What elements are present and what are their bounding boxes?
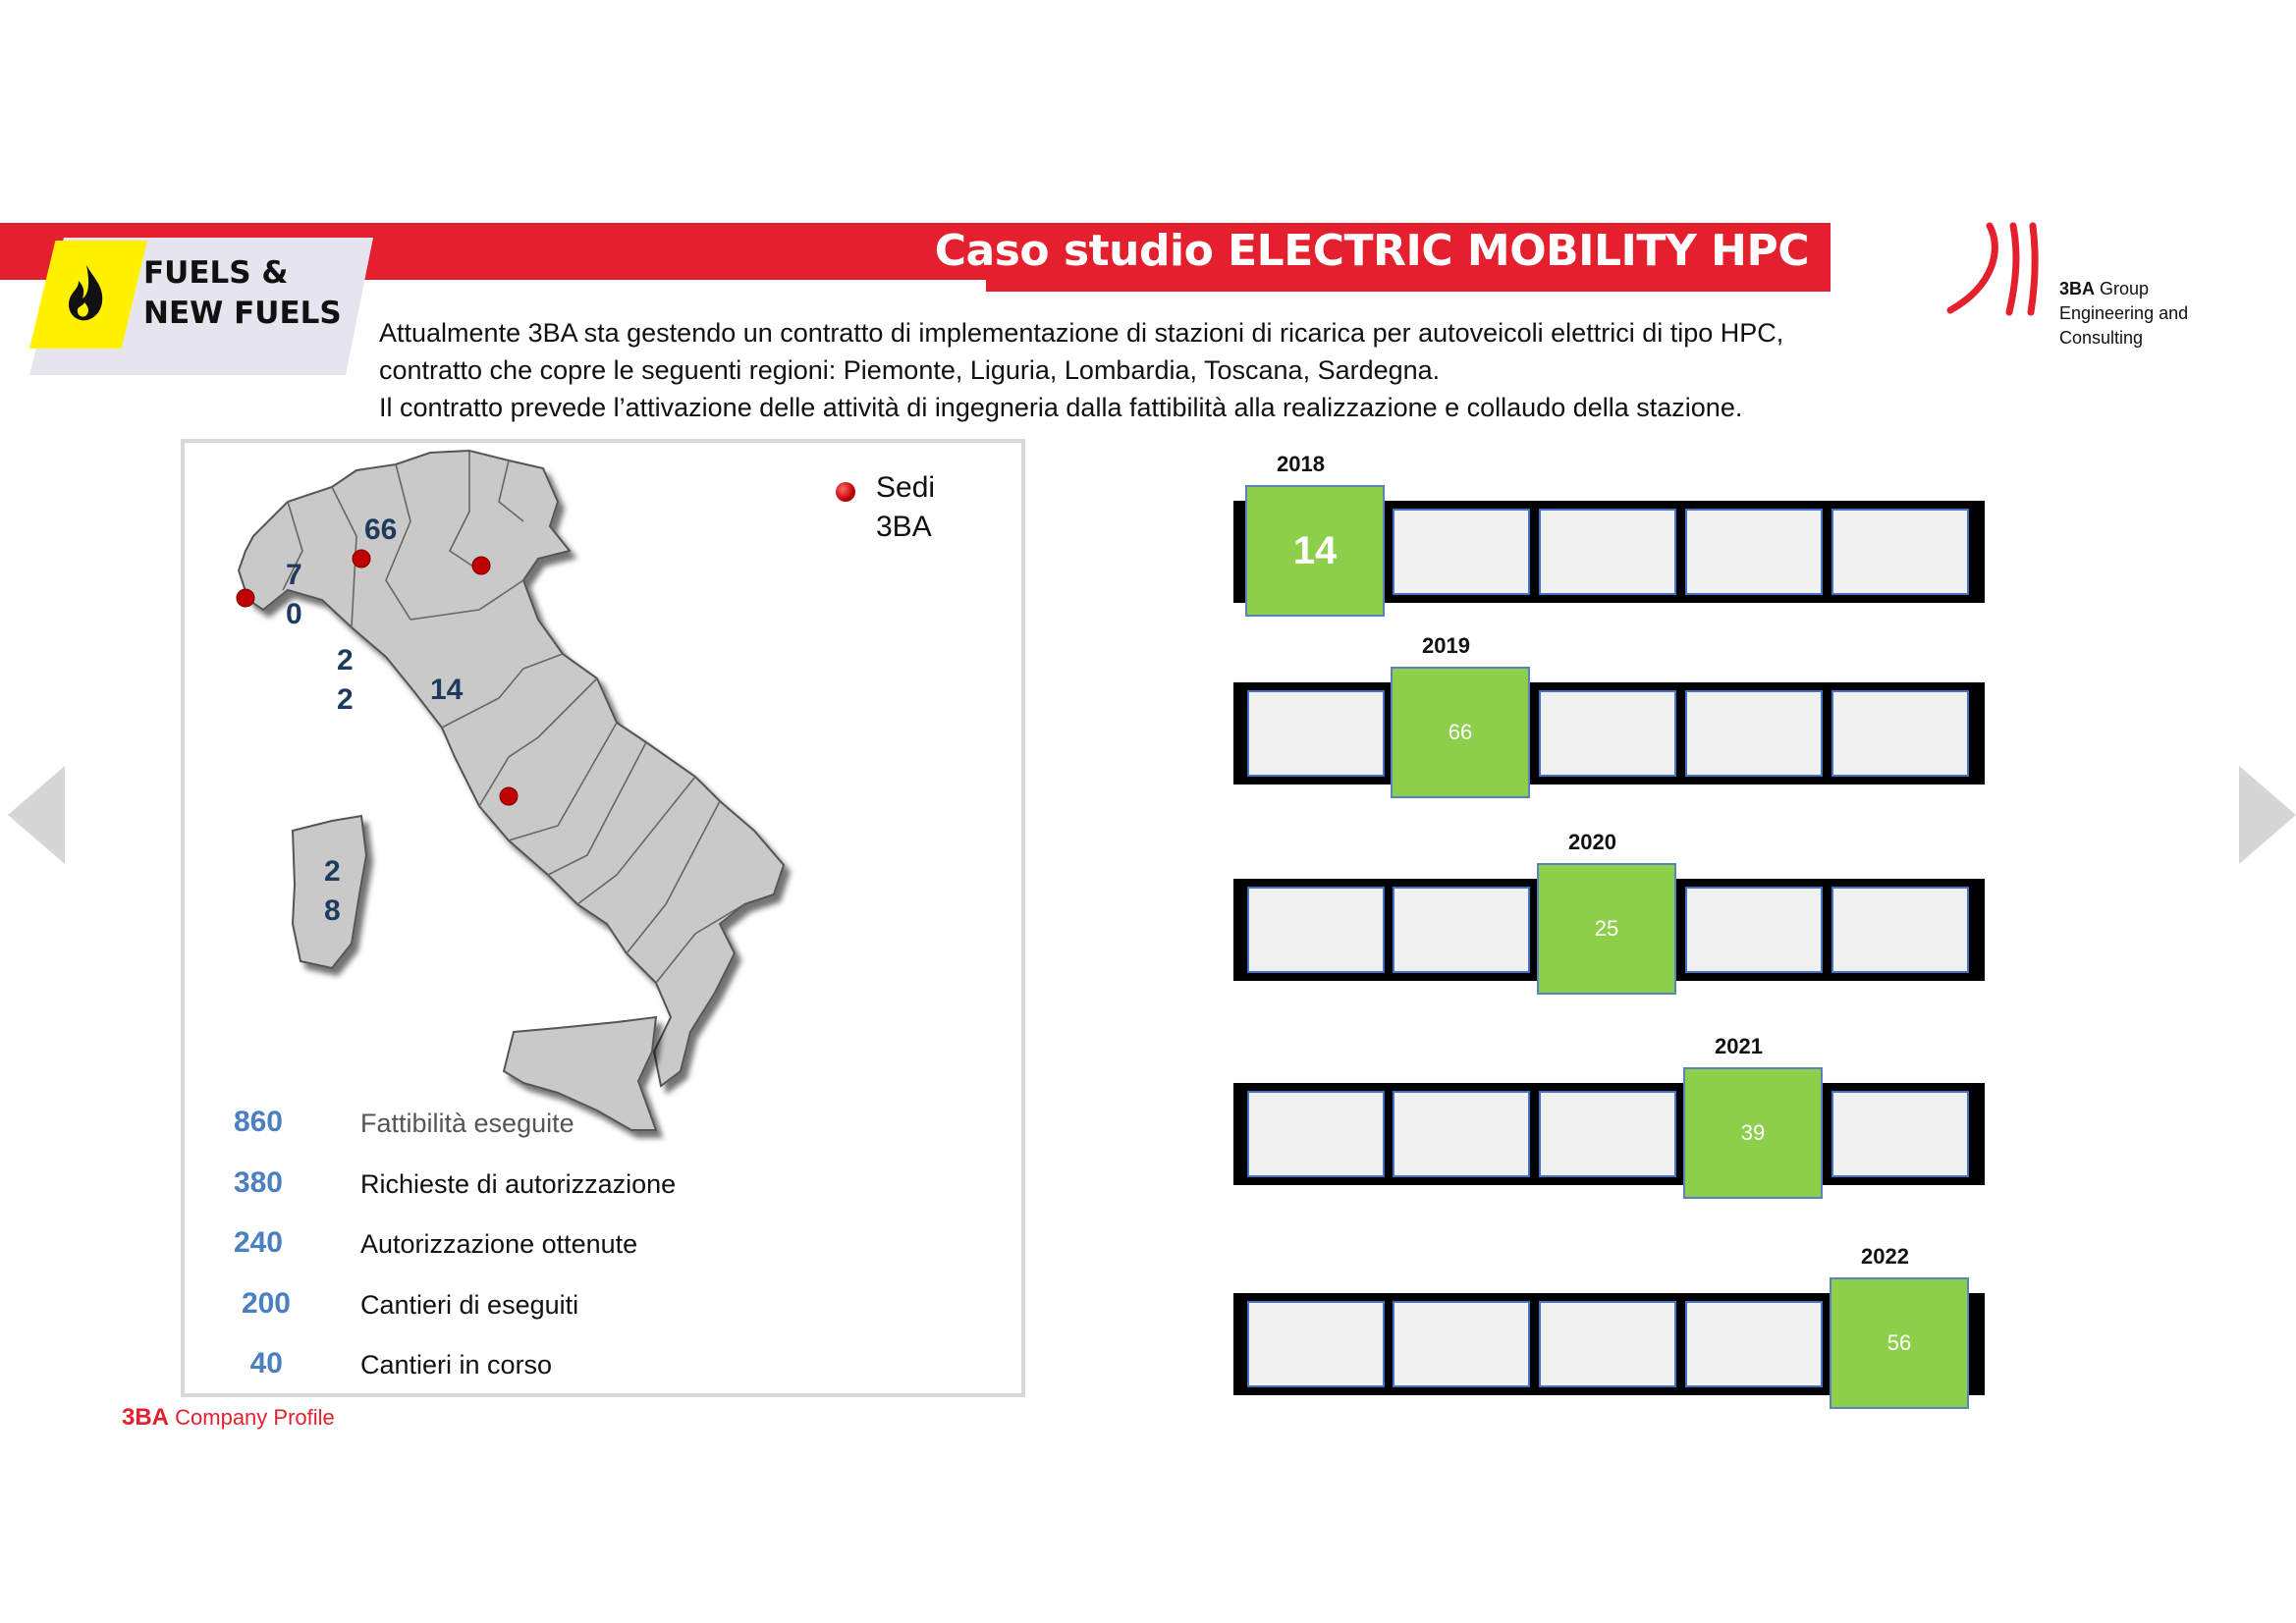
timeline-cell — [1539, 1091, 1676, 1177]
site-marker — [472, 557, 490, 574]
timeline-active-cell: 56 — [1830, 1277, 1969, 1409]
timeline-active-cell: 39 — [1683, 1067, 1823, 1199]
timeline-cell — [1685, 887, 1823, 973]
page-title: Caso studio ELECTRIC MOBILITY HPC — [935, 223, 1831, 280]
timeline-year-label: 2018 — [1277, 452, 1325, 476]
region-count-piemonte: 7 — [286, 559, 302, 591]
site-marker — [500, 787, 518, 805]
flame-icon — [65, 263, 108, 324]
stat-value: 200 — [241, 1287, 291, 1320]
timeline-cell — [1247, 690, 1385, 777]
legend-marker-icon — [836, 482, 855, 502]
timeline-cell — [1393, 887, 1530, 973]
stat-value: 40 — [249, 1347, 283, 1380]
stat-value: 860 — [233, 1106, 283, 1138]
italy-mainland-shape — [239, 451, 784, 1086]
company-logo-icon — [1942, 218, 2050, 326]
timeline-cell — [1831, 887, 1969, 973]
stat-label: Cantieri di eseguiti — [360, 1290, 579, 1320]
map-legend: Sedi 3BA — [876, 471, 936, 543]
timeline-cell — [1393, 509, 1530, 595]
stat-value: 380 — [233, 1166, 283, 1199]
region-count-toscana: 14 — [430, 674, 464, 706]
site-marker — [353, 550, 370, 568]
timeline-cell — [1685, 690, 1823, 777]
region-count-piemonte: 0 — [286, 598, 302, 630]
region-count-liguria: 2 — [337, 644, 354, 676]
stat-label: Autorizzazione ottenute — [360, 1229, 638, 1259]
timeline-cell — [1393, 1091, 1530, 1177]
category-label: FUELS & NEW FUELS — [143, 255, 342, 331]
stat-label: Cantieri in corso — [360, 1350, 553, 1380]
timeline-active-cell: 25 — [1537, 863, 1676, 995]
timeline-cell — [1539, 509, 1676, 595]
region-count-lombardia: 66 — [364, 514, 398, 546]
timeline-cell — [1831, 690, 1969, 777]
intro-paragraph: Attualmente 3BA sta gestendo un contratto di implementazione di stazioni di ricarica per autoveicoli elettrici di tipo HPC, contratto che copre le seguenti regioni: Piemonte, Liguria, Lombardia, Toscana, Sardegna. Il contratto prevede l’attivazione delle attività di ingegneria dalla fattibilità alla realizzazione e collaudo della stazione. — [379, 318, 1784, 422]
timeline-cell — [1685, 1301, 1823, 1387]
stat-value: 240 — [233, 1226, 283, 1259]
timeline-cell — [1247, 1301, 1385, 1387]
timeline-cell — [1393, 1301, 1530, 1387]
timeline-cell — [1685, 509, 1823, 595]
timeline-year-label: 2021 — [1715, 1034, 1763, 1058]
region-count-sardegna: 8 — [324, 894, 341, 927]
stat-label: Richieste di autorizzazione — [360, 1169, 677, 1199]
site-marker — [237, 589, 254, 607]
timeline-cell — [1831, 509, 1969, 595]
stat-label: Fattibilità eseguite — [360, 1109, 574, 1138]
region-count-sardegna: 2 — [324, 855, 341, 888]
timeline-cell — [1539, 1301, 1676, 1387]
next-slide-arrow-icon[interactable] — [2239, 766, 2296, 864]
company-logo-text: 3BA Group Engineering and Consulting — [2059, 279, 2189, 348]
timeline-active-cell: 66 — [1391, 667, 1530, 798]
region-count-liguria: 2 — [337, 683, 354, 716]
timeline-active-cell: 14 — [1245, 485, 1385, 617]
timeline-year-label: 2019 — [1422, 633, 1470, 658]
footer-brand: 3BA Company Profile — [122, 1404, 335, 1431]
timeline-cell — [1247, 887, 1385, 973]
timeline-year-label: 2022 — [1861, 1244, 1909, 1269]
timeline-cell — [1247, 1091, 1385, 1177]
timeline-cell — [1831, 1091, 1969, 1177]
timeline-year-label: 2020 — [1568, 830, 1616, 854]
map-panel — [181, 439, 1025, 1397]
sardinia-shape — [293, 816, 366, 968]
timeline-cell — [1539, 690, 1676, 777]
previous-slide-arrow-icon[interactable] — [8, 766, 65, 864]
